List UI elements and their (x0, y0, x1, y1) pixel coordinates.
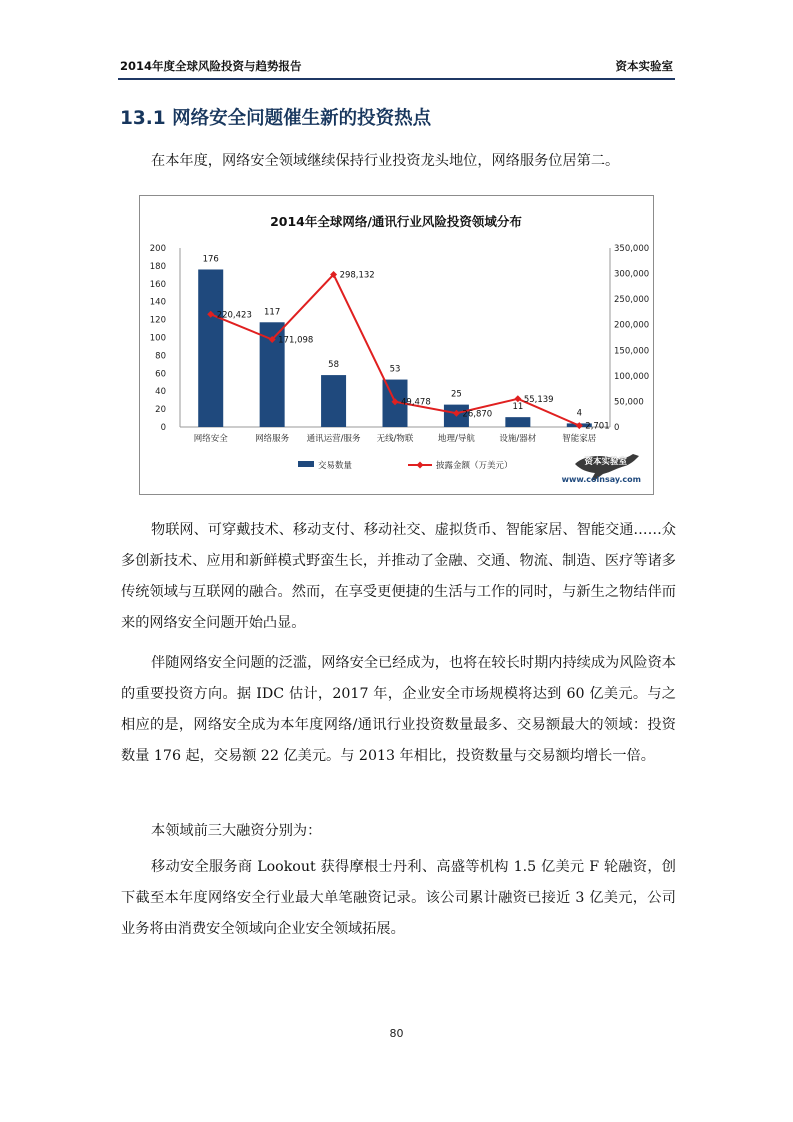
x-category-label: 地理/导航 (437, 434, 475, 444)
header-divider (118, 78, 675, 80)
y-left-tick-label: 140 (149, 297, 166, 308)
legend-line-label: 披露金额（万美元） (436, 461, 513, 471)
y-left-tick-label: 180 (149, 261, 166, 272)
y-left-tick-label: 100 (149, 333, 166, 344)
section-title: 13.1 网络安全问题催生新的投资热点 (120, 108, 432, 129)
y-left-tick-label: 160 (149, 279, 166, 290)
page-number: 80 (389, 1027, 404, 1040)
page-header (120, 55, 673, 77)
bar-transaction-count (321, 375, 346, 427)
y-left-tick-label: 20 (155, 405, 166, 416)
bar-data-label: 11 (512, 402, 524, 413)
body-paragraph-3: 本领域前三大融资分别为： (151, 823, 322, 839)
legend-bar-label: 交易数量 (318, 461, 353, 471)
y-right-tick-label: 300,000 (614, 269, 650, 280)
watermark-url: www.coinsay.com (561, 475, 641, 484)
legend-bar-swatch (298, 461, 314, 467)
line-data-label: 298,132 (339, 270, 375, 281)
y-right-tick-label: 350,000 (614, 244, 650, 254)
y-right-tick-label: 0 (614, 423, 620, 433)
line-data-label: 26,870 (462, 409, 493, 420)
line-data-label: 220,423 (216, 310, 252, 321)
line-data-label: 2,701 (585, 421, 610, 432)
intro-paragraph: 在本年度，网络安全领域继续保持行业投资龙头地位，网络服务位居第二。 (151, 153, 620, 169)
x-category-label: 设施/器材 (499, 434, 537, 444)
x-category-label: 网络服务 (255, 434, 290, 444)
y-left-tick-label: 0 (160, 423, 166, 433)
y-right-tick-label: 50,000 (614, 397, 644, 408)
body-paragraph-1: 物联网、可穿戴技术、移动支付、移动社交、虚拟货币、智能家居、智能交通……众多创新技术、应用和新鲜模式野蛮生长，并推动了金融、交通、物流、制造、医疗等诸多传统领域与互联网的融合。然而，在享受更便捷的生活与工作的同时，与新生之物结伴而来的网络安全问题开始凸显。 (121, 522, 676, 631)
line-data-label: 55,139 (523, 394, 554, 405)
bar-data-label: 117 (264, 307, 281, 318)
chart-title: 2014年全球网络/通讯行业风险投资领域分布 (270, 214, 522, 229)
bar-data-label: 53 (389, 364, 401, 375)
bar-transaction-count (198, 269, 223, 427)
y-left-tick-label: 200 (149, 244, 166, 254)
bar-transaction-count (505, 417, 530, 427)
y-right-tick-label: 250,000 (614, 295, 650, 306)
bar-data-label: 4 (576, 408, 582, 419)
line-point-marker (576, 422, 583, 429)
y-right-tick-label: 100,000 (614, 371, 650, 382)
legend-line-marker (417, 462, 424, 469)
x-category-label: 通讯运营/服务 (306, 434, 361, 444)
header-publisher: 资本实验室 (615, 59, 673, 73)
y-left-tick-label: 120 (149, 315, 166, 326)
x-category-label: 无线/物联 (376, 434, 414, 444)
body-paragraph-2: 伴随网络安全问题的泛滥，网络安全已经成为，也将在较长时期内持续成为风险资本的重要投资方向。据 IDC 估计，2017 年，企业安全市场规模将达到 60 亿美元。与之相应的是，网络安全成为本年度网络/通讯行业投资数量最多、交易额最大的领域：投资数量 176 起，交易额 22 亿美元。与 2013 年相比，投资数量与交易额均增长一倍。 (121, 655, 676, 764)
header-report-title: 2014年度全球风险投资与趋势报告 (120, 59, 302, 73)
line-data-label: 171,098 (278, 335, 314, 346)
bar-data-label: 176 (202, 254, 219, 265)
body-paragraph-4: 移动安全服务商 Lookout 获得摩根士丹利、高盛等机构 1.5 亿美元 F 轮融资，创下截至本年度网络安全行业最大单笔融资记录。该公司累计融资已接近 3 亿美元，公司业务将由消费安全领域向企业安全领域拓展。 (121, 859, 676, 937)
line-data-label: 49,478 (401, 397, 431, 408)
watermark-name: 资本实验室 (584, 457, 627, 467)
chart-frame (139, 195, 654, 495)
y-left-tick-label: 80 (155, 351, 166, 362)
y-right-tick-label: 150,000 (614, 346, 650, 357)
y-right-tick-label: 200,000 (614, 320, 650, 331)
bar-data-label: 25 (451, 389, 462, 400)
x-category-label: 智能家居 (562, 434, 597, 444)
bar-data-label: 58 (328, 360, 339, 371)
y-left-tick-label: 40 (155, 387, 166, 398)
y-left-tick-label: 60 (155, 369, 166, 380)
x-category-label: 网络安全 (193, 434, 228, 444)
